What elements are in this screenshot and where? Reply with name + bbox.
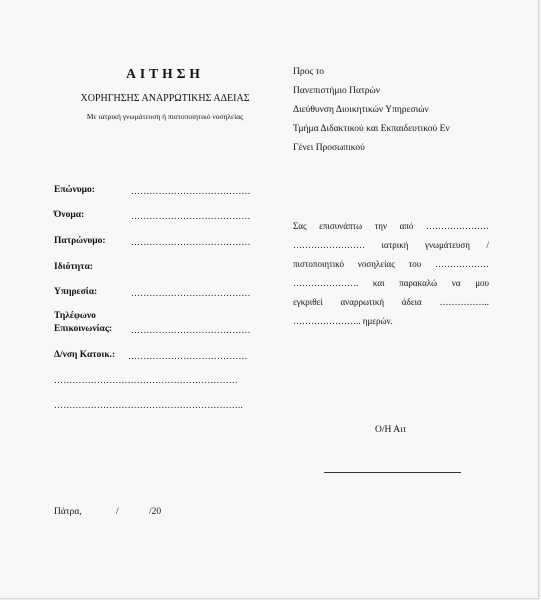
form-subtitle-note: Με ιατρική γνωμάτευση ή πιστοποιητικό νοσηλείας: [86, 112, 244, 121]
phone-label-line-2: Επικοινωνίας:: [54, 324, 113, 334]
surname-label: Επώνυμο:: [54, 185, 95, 195]
request-line-6: ………………….. ημερών.: [293, 316, 393, 326]
service-label: Υπηρεσία:: [54, 287, 98, 297]
name-label: Όνομα:: [54, 210, 85, 220]
signature-label: Ο/Η Αιτ: [375, 425, 407, 435]
request-line-1: Σας επισυνάπτω την από …………………: [293, 221, 489, 231]
signature-line[interactable]: [324, 472, 461, 473]
request-line-4: …………………. και παρακαλώ να μου: [293, 278, 489, 288]
form-title: ΑΙΤΗΣΗ: [126, 66, 204, 81]
request-paragraph: [293, 217, 489, 331]
name-field[interactable]: …………………………………: [131, 211, 251, 221]
capacity-label: Ιδιότητα:: [54, 262, 93, 272]
footer-place: Πάτρα,: [54, 507, 82, 517]
request-line-2: …………………… ιατρική γνωμάτευση /: [293, 240, 489, 250]
address-extra-line-2[interactable]: ……………………………………………………..: [54, 400, 243, 410]
request-line-5: εγκριθεί αναρρωτική άδεια ……………..: [293, 297, 489, 307]
footer-date-slash: /: [116, 507, 119, 517]
footer-date-year: /20: [149, 507, 162, 517]
recipient-line-1: Προς το: [293, 67, 325, 77]
recipient-line-2: Πανεπιστήμιο Πατρών: [293, 86, 381, 96]
recipient-line-5: Γένει Προσωπικού: [293, 143, 365, 153]
address-field[interactable]: …………………………………: [128, 351, 248, 361]
phone-label-line-1: Τηλέφωνο: [54, 311, 96, 321]
service-field[interactable]: …………………………………: [131, 288, 251, 298]
phone-field[interactable]: …………………………………: [131, 325, 251, 335]
address-extra-line-1[interactable]: ……………………………………………………: [54, 375, 238, 385]
recipient-line-3: Διεύθυνση Διοικητικών Υπηρεσιών: [293, 105, 429, 115]
form-subtitle: ΧΟΡΗΓΗΣΗΣ ΑΝΑΡΡΩΤΙΚΗΣ ΑΔΕΙΑΣ: [80, 93, 250, 104]
father-name-label: Πατρώνυμο:: [54, 236, 106, 246]
address-label: Δ/νση Κατοικ.:: [54, 350, 116, 360]
recipient-line-4: Τμήμα Διδακτικού και Εκπαιδευτικού Εν: [293, 124, 450, 134]
surname-field[interactable]: …………………………………: [131, 186, 251, 196]
father-name-field[interactable]: …………………………………: [131, 237, 251, 247]
request-line-3: πιστοποιητικό νοσηλείας του ………………: [293, 259, 489, 269]
